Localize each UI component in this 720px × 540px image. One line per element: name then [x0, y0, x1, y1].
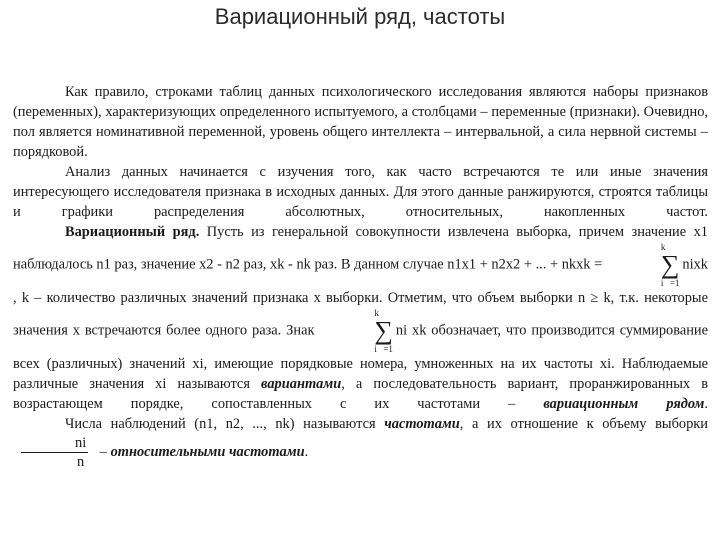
text-segment: . — [704, 396, 708, 412]
text-segment: , а последовательность вариант, проранжированных в возрастающем порядке, сопоставленных с их частотами – — [13, 376, 708, 412]
fraction-denominator: n — [77, 454, 85, 470]
slide-title: Вариационный ряд, частоты — [214, 4, 506, 29]
term-relative-frequencies: относительными частотами — [110, 443, 305, 460]
term-frequencies: частотами — [384, 416, 460, 432]
relative-frequency-fraction — [21, 434, 88, 471]
text-segment: Числа наблюдений (n1, n2, ..., nk) называются — [65, 416, 385, 432]
text-segment: – — [96, 443, 111, 460]
summation-formula — [609, 242, 680, 288]
text-segment: Пусть из генеральной совокупности извлечена выборка, причем значение x1 наблюдалось n1 раз, значение x2 - n2 раз, xk - nk раз. В данном случае n1x1 + n2x2 + ... + nkxk = — [13, 224, 708, 273]
paragraph-data-tables: Как правило, строками таблиц данных психологического исследования являются наборы признаков (переменных), характеризующих определенного испытуемого, а столбцами – переменные (признаки). Очевидно, пол является номинативной переменной, уровень общего интеллекта – интервальной, а сила нервной системы – порядковой. — [13, 84, 708, 160]
paragraph-data-analysis: Анализ данных начинается с изучения того, как часто встречаются те или иные значения интересующего исследователя признака в исходных данных. Для этого данные ранжируются, строятся таблицы и графики распределения абсолютных, относительных, накопленных частот. — [13, 164, 708, 220]
summation-sign-inline — [322, 308, 393, 354]
sigma-symbol: ∑ — [374, 316, 393, 345]
sum-expression: nixk — [682, 256, 708, 273]
term-variation-series-italic: вариационным рядом — [543, 396, 705, 412]
text-segment: , k – количество различных значений признака x выборки. Отметим, что объем выборки n ≥ k, т.к. некоторые значения x встречаются более одного раза. Знак — [13, 290, 708, 339]
sum-expression: ni xk — [395, 322, 427, 339]
term-variants: вариантами — [261, 376, 342, 392]
fraction-numerator: ni — [21, 434, 88, 453]
text-segment: . — [304, 443, 309, 460]
sigma-symbol: ∑ — [660, 250, 680, 279]
text-segment: обозначает, что производится суммирование всех (различных) значений xi, имеющие порядковые номера, умноженных на их частоты xi. Наблюдаемые различные значения xi называются — [13, 322, 709, 392]
term-variation-series: Вариационный ряд. — [65, 224, 200, 240]
sum-lower-limit: i =1 — [374, 344, 393, 354]
sum-upper-limit: k — [374, 308, 379, 318]
document-scan — [13, 82, 708, 471]
paragraph-variation-series — [13, 222, 708, 414]
text-segment: , а их отношение к объему выборки — [459, 416, 708, 432]
sum-upper-limit: k — [660, 242, 666, 252]
paragraph-frequencies — [13, 414, 708, 471]
sum-lower-limit: i =1 — [660, 278, 680, 288]
